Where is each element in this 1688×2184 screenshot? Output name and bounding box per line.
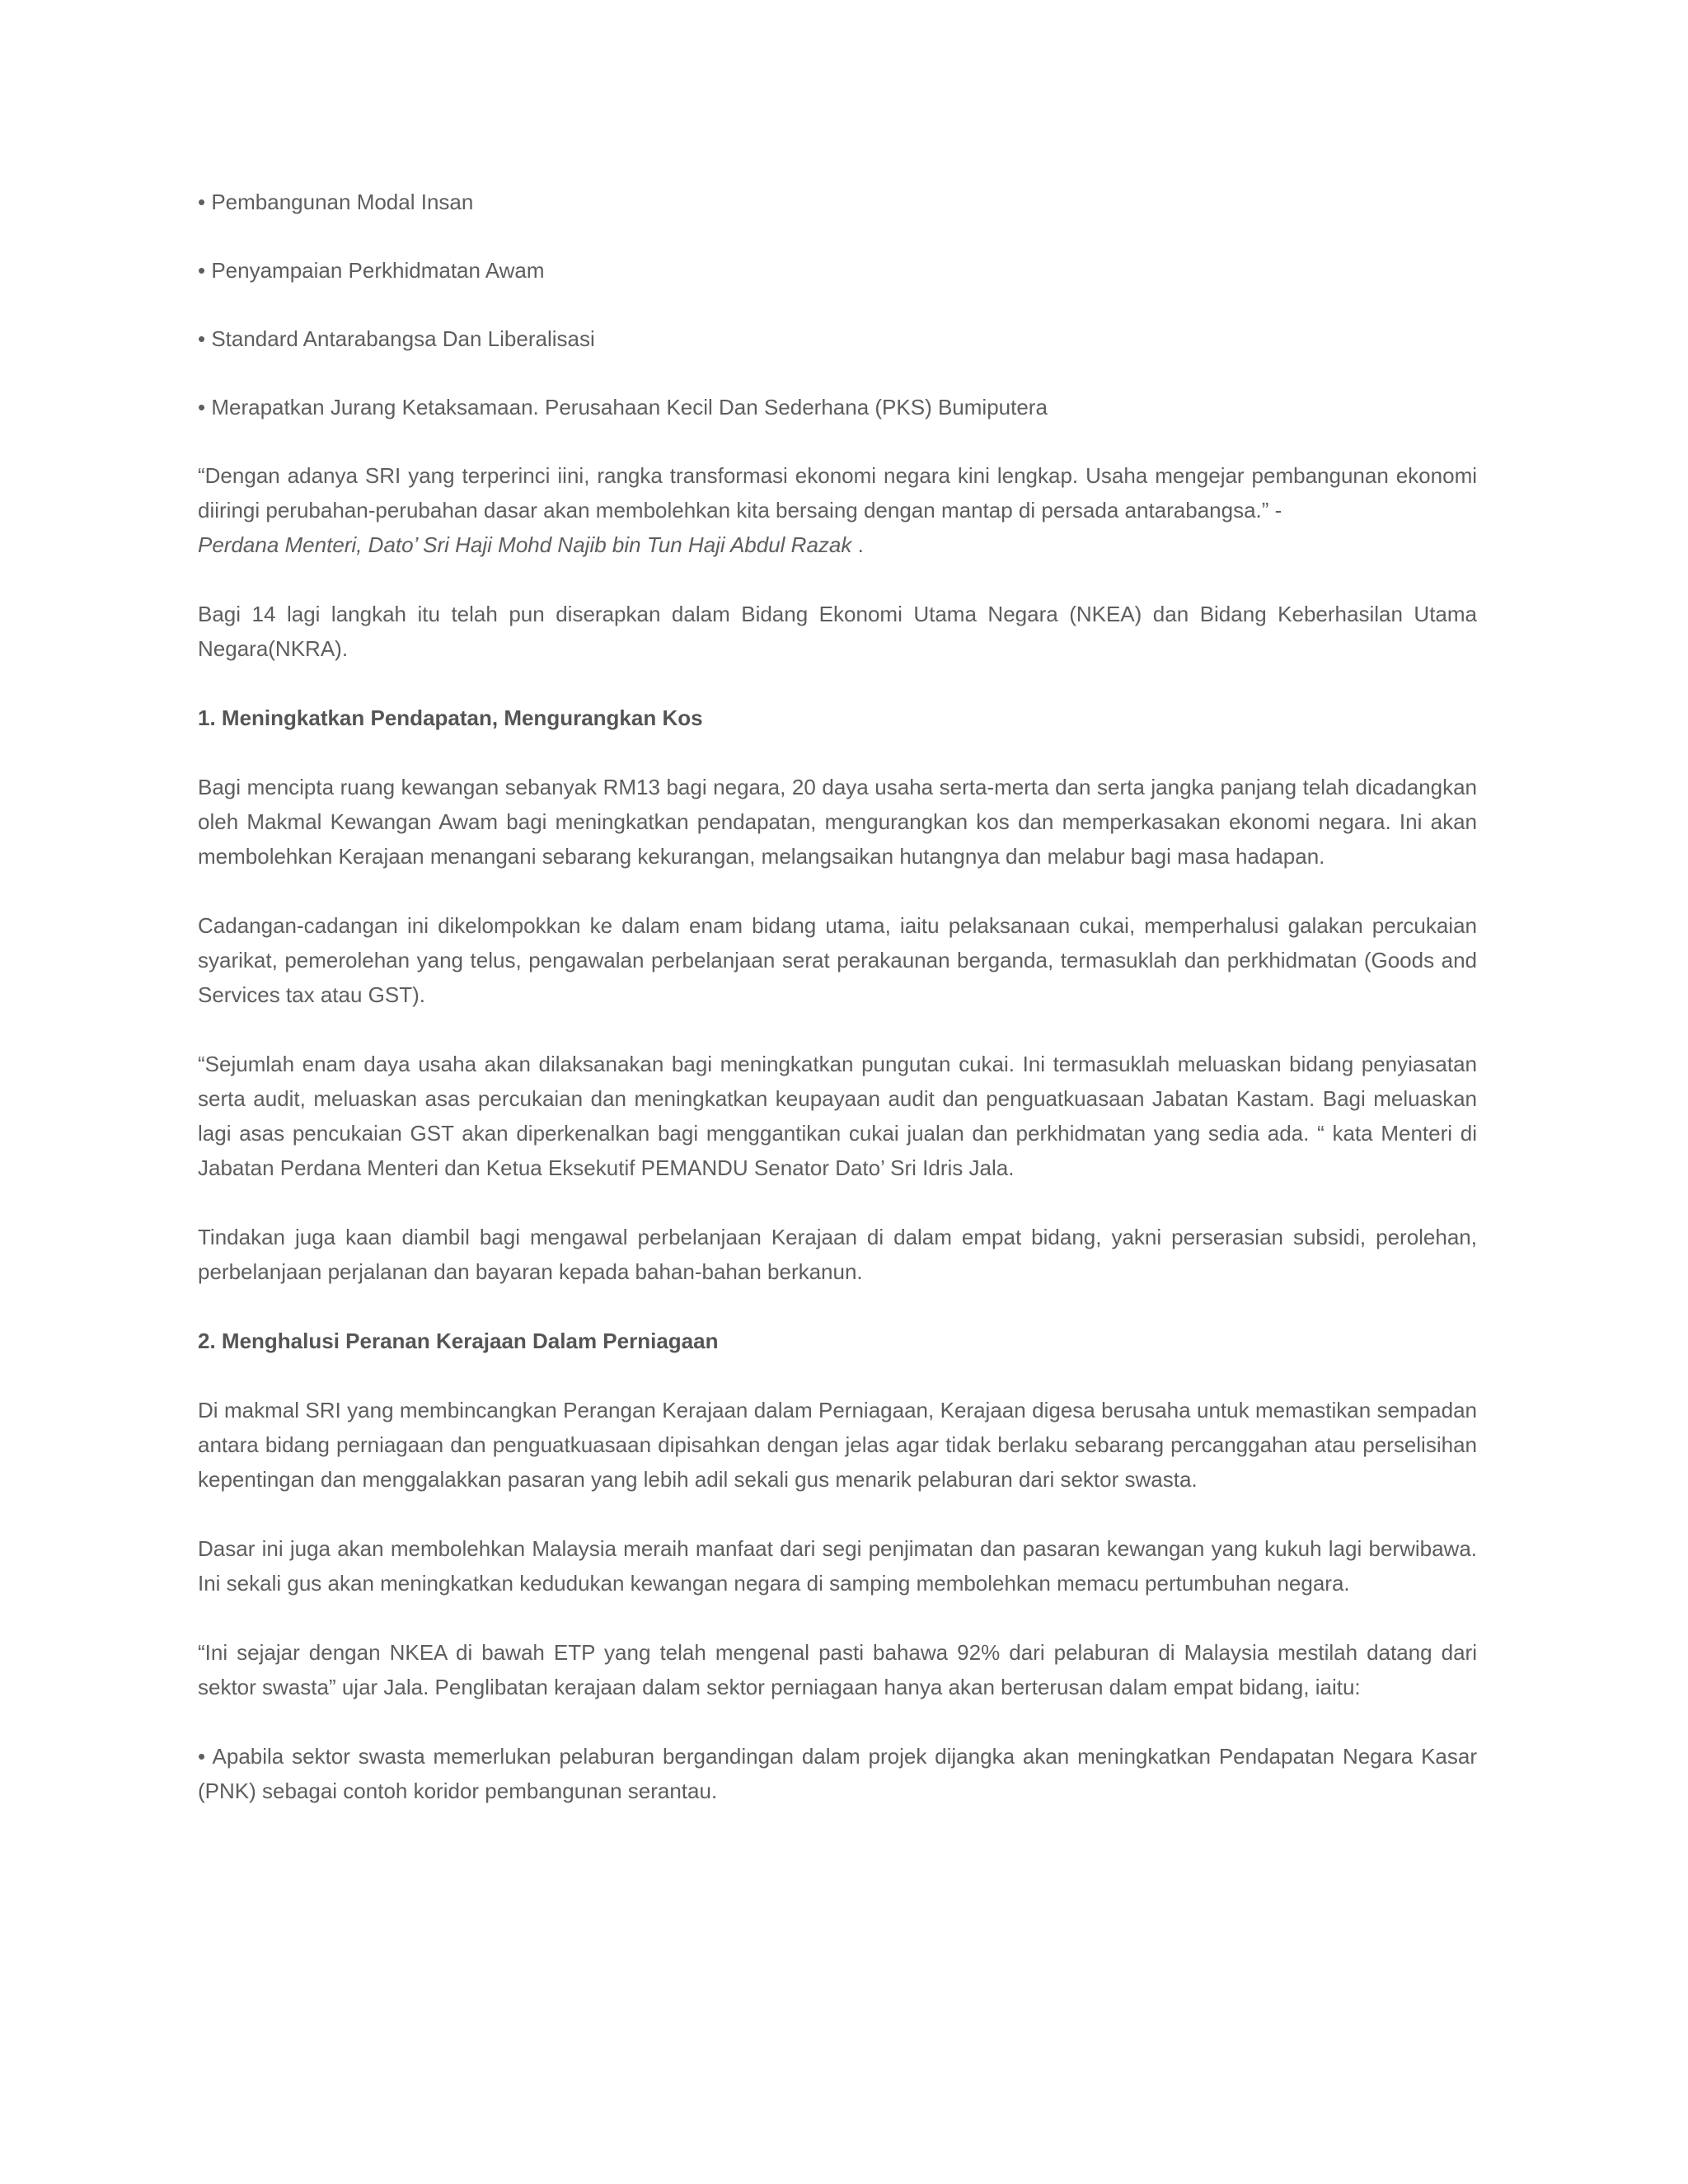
quote-prime-minister xyxy=(198,458,1477,562)
paragraph: Bagi mencipta ruang kewangan sebanyak RM13 bagi negara, 20 daya usaha serta-merta dan serta jangka panjang telah dicadangkan oleh Makmal Kewangan Awam bagi meningkatkan pendapatan, mengurangkan kos dan memperkasakan ekonomi negara. Ini akan membolehkan Kerajaan menangani sebarang kekurangan, melangsaikan hutangnya dan melabur bagi masa hadapan. xyxy=(198,775,1477,869)
quote-attribution: Perdana Menteri, Dato’ Sri Haji Mohd Najib bin Tun Haji Abdul Razak xyxy=(198,532,852,557)
quote-end: . xyxy=(851,532,864,557)
bullet-item: • Pembangunan Modal Insan xyxy=(198,190,474,214)
section-heading-2: 2. Menghalusi Peranan Kerajaan Dalam Perniagaan xyxy=(198,1329,719,1353)
paragraph: Cadangan-cadangan ini dikelompokkan ke dalam enam bidang utama, iaitu pelaksanaan cukai, memperhalusi galakan percukaian syarikat, pemerolehan yang telus, pengawalan perbelanjaan serat perakaunan berganda, termasuklah dan perkhidmatan (Goods and Services tax atau GST). xyxy=(198,913,1477,1007)
article-body xyxy=(198,185,1477,1808)
paragraph: Dasar ini juga akan membolehkan Malaysia meraih manfaat dari segi penjimatan dan pasaran kewangan yang kukuh lagi berwibawa. Ini sekali gus akan meningkatkan kedudukan kewangan negara di samping membolehkan memacu pertumbuhan negara. xyxy=(198,1536,1477,1596)
paragraph: “Sejumlah enam daya usaha akan dilaksanakan bagi meningkatkan pungutan cukai. Ini termasuklah meluaskan bidang penyiasatan serta audit, meluaskan asas percukaian dan meningkatkan keupayaan audit dan penguatkuasaan Jabatan Kastam. Bagi meluaskan lagi asas pencukaian GST akan diperkenalkan bagi menggantikan cukai jualan dan perkhidmatan yang sedia ada. “ kata Menteri di Jabatan Perdana Menteri dan Ketua Eksekutif PEMANDU Senator Dato’ Sri Idris Jala. xyxy=(198,1052,1477,1180)
paragraph: “Ini sejajar dengan NKEA di bawah ETP yang telah mengenal pasti bahawa 92% dari pelaburan di Malaysia mestilah datang dari sektor swasta” ujar Jala. Penglibatan kerajaan dalam sektor perniagaan hanya akan berterusan dalam empat bidang, iaitu: xyxy=(198,1640,1477,1699)
bullet-item: • Standard Antarabangsa Dan Liberalisasi xyxy=(198,326,595,351)
bullet-item: • Merapatkan Jurang Ketaksamaan. Perusahaan Kecil Dan Sederhana (PKS) Bumiputera xyxy=(198,395,1048,419)
paragraph: Di makmal SRI yang membincangkan Perangan Kerajaan dalam Perniagaan, Kerajaan digesa berusaha untuk memastikan sempadan antara bidang perniagaan dan penguatkuasaan dipisahkan dengan jelas agar tidak berlaku sebarang percanggahan atau perselisihan kepentingan dan menggalakkan pasaran yang lebih adil sekali gus menarik pelaburan dari sektor swasta. xyxy=(198,1398,1477,1492)
section-heading-1: 1. Meningkatkan Pendapatan, Mengurangkan Kos xyxy=(198,705,703,730)
bullet-item: • Penyampaian Perkhidmatan Awam xyxy=(198,258,545,283)
quote-text: “Dengan adanya SRI yang terperinci iini, rangka transformasi ekonomi negara kini lengkap. Usaha mengejar pembangunan ekonomi diiringi perubahan-perubahan dasar akan membolehkan kita bersaing dengan mantap di persada antarabangsa.” - xyxy=(198,463,1477,523)
paragraph-14-langkah: Bagi 14 lagi langkah itu telah pun diserapkan dalam Bidang Ekonomi Utama Negara (NKEA) dan Bidang Keberhasilan Utama Negara(NKRA). xyxy=(198,602,1477,661)
paragraph: Tindakan juga kaan diambil bagi mengawal perbelanjaan Kerajaan di dalam empat bidang, yakni perserasian subsidi, perolehan, perbelanjaan perjalanan dan bayaran kepada bahan-bahan berkanun. xyxy=(198,1225,1477,1284)
bullet-paragraph: • Apabila sektor swasta memerlukan pelaburan bergandingan dalam projek dijangka akan meningkatkan Pendapatan Negara Kasar (PNK) sebagai contoh koridor pembangunan serantau. xyxy=(198,1744,1477,1803)
